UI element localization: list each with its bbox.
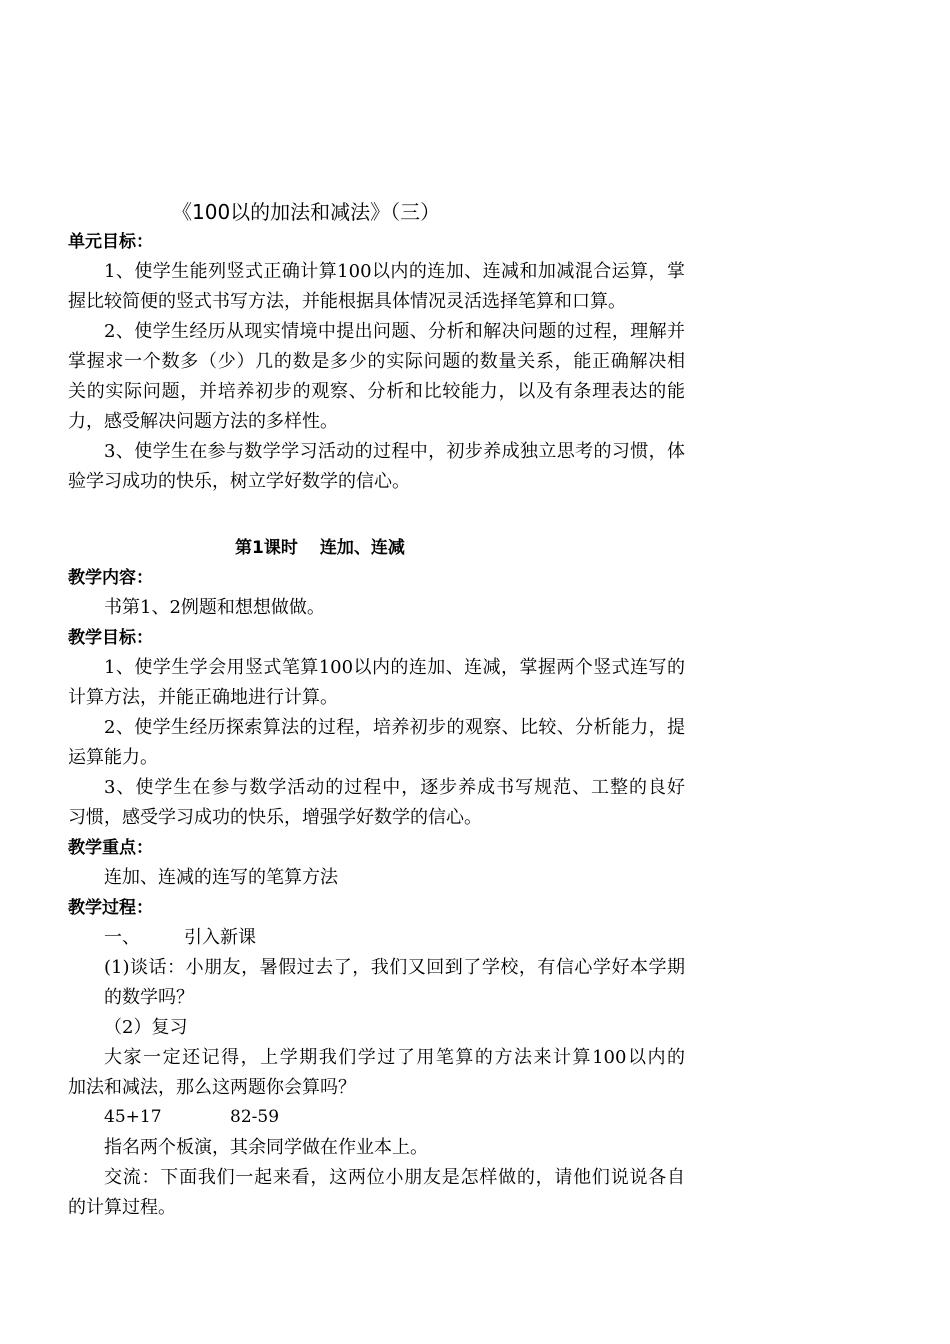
review-line: 大家一定还记得，上学期我们学过了用笔算的方法来计算100以内的 [104,1047,685,1068]
unit-goal-line: 2、使学生经历从现实情境中提出问题、分析和解决问题的过程，理解并 [104,321,685,342]
formula-addition: 45+17 [104,1107,162,1127]
review-heading: （2）复习 [104,1017,188,1038]
lesson-heading [235,533,405,563]
unit-goal-line: 3、使学生在参与数学学习活动的过程中，初步养成独立思考的习惯，体 [104,441,685,462]
content-text: 书第1、2例题和想想做做。 [104,597,325,618]
goal-line: 2、使学生经历探索算法的过程，培养初步的观察、比较、分析能力，提 [104,717,685,738]
talk-line: (1)谈话：小朋友，暑假过去了，我们又回到了学校，有信心学好本学期 [104,957,685,978]
lesson-name: 连加、连减 [319,538,405,558]
unit-goal-line: 1、使学生能列竖式正确计算100以内的连加、连减和加减混合运算，掌 [104,261,685,282]
section-1-number: 一、 [104,927,140,948]
document-title: 《100以的加法和减法》（三） [172,200,441,224]
exchange-line: 的计算过程。 [68,1197,176,1218]
goal-line: 计算方法，并能正确地进行计算。 [68,687,338,708]
goal-line: 1、使学生学会用竖式笔算100以内的连加、连减，掌握两个竖式连写的 [104,657,685,678]
section-1-title: 引入新课 [184,927,256,948]
goals-heading: 教学目标： [68,628,153,648]
content-heading: 教学内容： [68,568,153,588]
unit-goals-heading: 单元目标： [68,232,153,252]
board-text: 指名两个板演，其余同学做在作业本上。 [104,1137,428,1158]
process-heading: 教学过程： [68,898,153,918]
unit-goal-line: 力，感受解决问题方法的多样性。 [68,411,338,432]
goal-line: 运算能力。 [68,747,158,768]
talk-line: 的数学吗？ [104,987,194,1008]
key-point-text: 连加、连减的连写的笔算方法 [104,867,338,888]
unit-goal-line: 掌握求一个数多（少）几的数是多少的实际问题的数量关系，能正确解决相 [68,351,685,372]
lesson-number: 第1课时 [235,538,298,558]
section-1-heading [104,923,256,953]
exchange-line: 交流：下面我们一起来看，这两位小朋友是怎样做的，请他们说说各自 [104,1167,685,1188]
review-line: 加法和减法，那么这两题你会算吗？ [68,1077,356,1098]
formula-subtraction: 82-59 [230,1107,280,1127]
unit-goal-line: 握比较简便的竖式书写方法，并能根据具体情况灵活选择笔算和口算。 [68,291,626,312]
goal-line: 习惯，感受学习成功的快乐，增强学好数学的信心。 [68,807,482,828]
unit-goal-line: 关的实际问题，并培养初步的观察、分析和比较能力，以及有条理表达的能 [68,381,685,402]
key-point-heading: 教学重点： [68,838,153,858]
unit-goal-line: 验学习成功的快乐，树立学好数学的信心。 [68,471,410,492]
goal-line: 3、使学生在参与数学活动的过程中，逐步养成书写规范、工整的良好 [104,777,685,798]
